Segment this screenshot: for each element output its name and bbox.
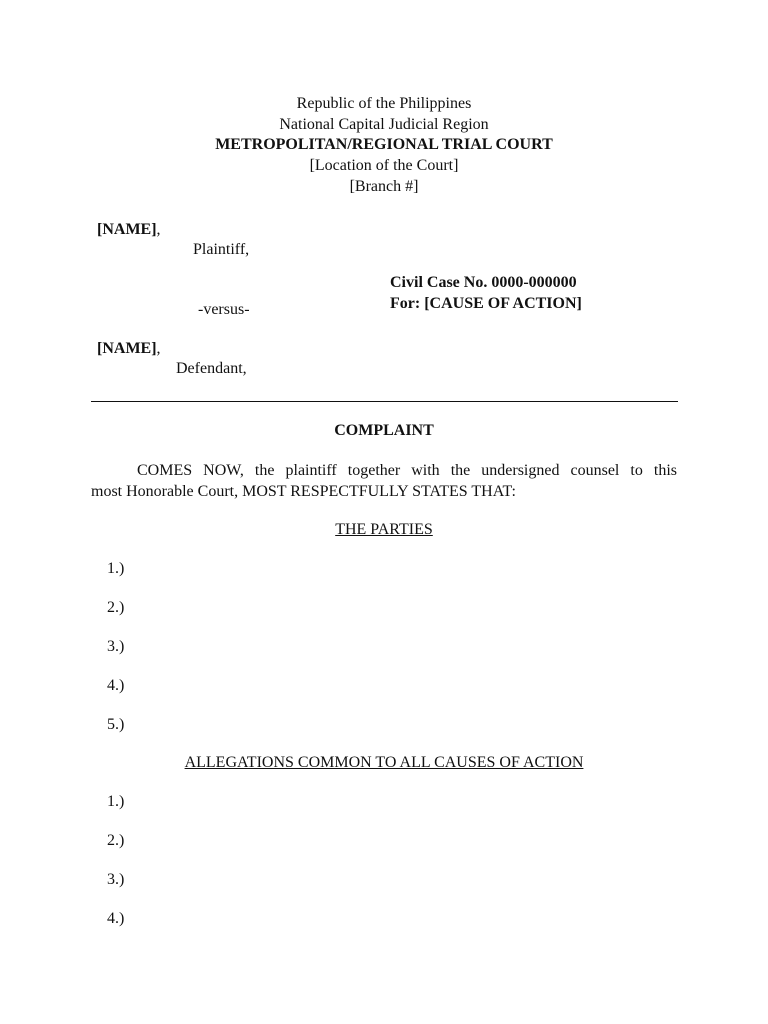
intro-line-1: COMES NOW, the plaintiff together with the undersigned counsel to this — [137, 462, 677, 479]
header-region: National Capital Judicial Region — [279, 116, 489, 133]
plaintiff-name-text: [NAME] — [97, 221, 157, 238]
plaintiff-name-comma: , — [156, 221, 161, 238]
list-item: 2.) — [107, 599, 125, 616]
section-heading-parties: THE PARTIES — [335, 521, 433, 538]
versus-label: -versus- — [198, 301, 250, 318]
list-item: 3.) — [107, 638, 125, 655]
caption-separator-line — [91, 401, 678, 402]
complaint-title: COMPLAINT — [334, 422, 434, 439]
cause-of-action: For: [CAUSE OF ACTION] — [390, 295, 582, 312]
header-court: METROPOLITAN/REGIONAL TRIAL COURT — [215, 136, 553, 153]
intro-line-2: most Honorable Court, MOST RESPECTFULLY STATES THAT: — [91, 483, 516, 500]
header-branch: [Branch #] — [349, 178, 419, 195]
list-item: 2.) — [107, 832, 125, 849]
header-location: [Location of the Court] — [309, 157, 459, 174]
civil-case-number: Civil Case No. 0000-000000 — [390, 274, 577, 291]
list-item: 3.) — [107, 871, 125, 888]
list-item: 4.) — [107, 910, 125, 927]
defendant-role: Defendant, — [176, 360, 247, 377]
defendant-name-comma: , — [156, 340, 161, 357]
list-item: 4.) — [107, 677, 125, 694]
section-heading-allegations: ALLEGATIONS COMMON TO ALL CAUSES OF ACTION — [184, 754, 584, 771]
list-item: 1.) — [107, 560, 125, 577]
plaintiff-role: Plaintiff, — [193, 241, 250, 258]
intro-paragraph — [91, 460, 677, 502]
plaintiff-name — [97, 220, 161, 240]
list-item: 5.) — [107, 716, 125, 733]
header-republic: Republic of the Philippines — [296, 95, 472, 112]
defendant-name-text: [NAME] — [97, 340, 157, 357]
defendant-name — [97, 339, 161, 359]
list-item: 1.) — [107, 793, 125, 810]
